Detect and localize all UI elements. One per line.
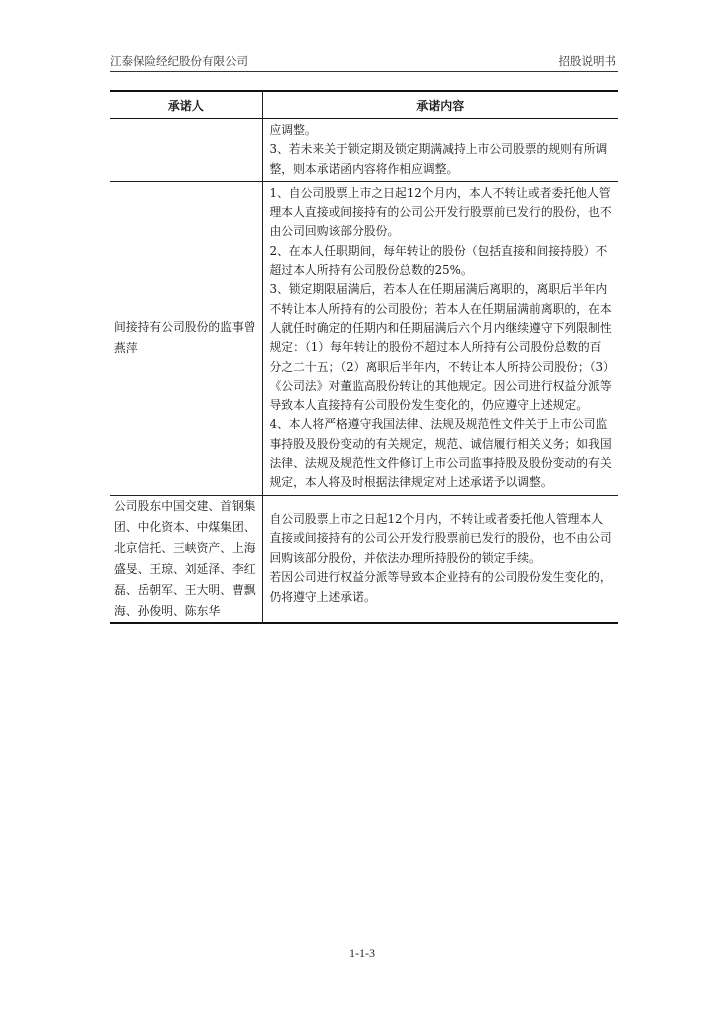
table-header-row xyxy=(110,91,618,119)
document-type: 招股说明书 xyxy=(558,54,616,68)
content-cell xyxy=(262,495,618,623)
table-row xyxy=(110,181,618,495)
header-divider xyxy=(110,71,618,72)
content-paragraph: 1、自公司股票上市之日起12个月内，本人不转让或者委托他人管理本人直接或间接持有的公司公开发行股票前已发行的股份，也不由公司回购该部分股份。 xyxy=(269,185,612,239)
content-paragraph: 3、锁定期限届满后，若本人在任期届满后离职的，离职后半年内不转让本人所持有的公司股份；若本人在任期届满前离职的，在本人就任时确定的任期内和任期届满后六个月内继续遵守下列限制性规定：（1）每年转让的股份不超过本人所持有公司股份总数的百分之二十五；（2）离职后半年内，不转让本人所持公司股份；（3）《公司法》对董监高股份转让的其他规定。因公司进行权益分派等导致本人直接持有公司股份发生变化的，仍应遵守上述规定。 xyxy=(269,282,612,413)
content-paragraph: 应调整。 xyxy=(269,123,317,137)
commitment-table xyxy=(110,90,618,624)
company-name: 江泰保险经纪股份有限公司 xyxy=(110,54,248,68)
committer-cell: 公司股东中国交建、首钢集团、中化资本、中煤集团、北京信托、三峡资产、上海盛旻、王琼、刘延泽、李红磊、岳朝军、王大明、曹飘海、孙俊明、陈东华 xyxy=(110,495,262,623)
table-row xyxy=(110,495,618,623)
content-paragraph: 2、在本人任职期间，每年转让的股份（包括直接和间接持股）不超过本人所持有公司股份总数的25%。 xyxy=(269,243,608,278)
table-row xyxy=(110,119,618,182)
page-number: 1-1-3 xyxy=(349,946,375,960)
content-cell xyxy=(262,181,618,495)
committer-cell xyxy=(110,119,262,182)
committer-cell: 间接持有公司股份的监事曾燕萍 xyxy=(110,181,262,495)
column-header-committer: 承诺人 xyxy=(110,91,262,119)
content-paragraph: 3、若未来关于锁定期及锁定期满减持上市公司股票的规则有所调整，则本承诺函内容将作相应调整。 xyxy=(269,142,608,176)
column-header-content: 承诺内容 xyxy=(262,91,618,119)
content-paragraph: 自公司股票上市之日起12个月内，不转让或者委托他人管理本人直接或间接持有的公司公开发行股票前已发行的股份，也不由公司回购该部分股份，并依法办理所持股份的锁定手续。 xyxy=(269,511,612,565)
content-cell xyxy=(262,119,618,182)
content-paragraph: 4、本人将严格遵守我国法律、法规及规范性文件关于上市公司监事持股及股份变动的有关规定，规范、诚信履行相关义务；如我国法律、法规及规范性文件修订上市公司监事持股及股份变动的有关规定，本人将及时根据法律规定对上述承诺予以调整。 xyxy=(269,417,612,490)
content-paragraph: 若因公司进行权益分派等导致本企业持有的公司股份发生变化的，仍将遵守上述承诺。 xyxy=(269,570,612,604)
